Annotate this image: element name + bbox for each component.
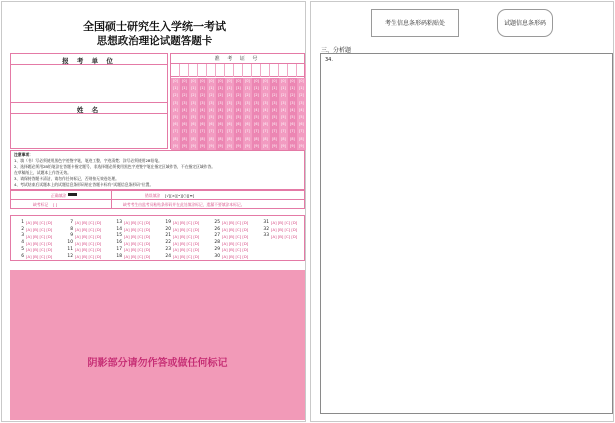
ticket-digit-bubble[interactable]: [0] xyxy=(234,78,242,85)
notes-heading: 注意事项： xyxy=(14,152,33,157)
ticket-digit-bubble[interactable]: [6] xyxy=(180,121,188,128)
name-write-area[interactable] xyxy=(11,114,167,150)
ticket-digit-bubble[interactable]: [3] xyxy=(234,100,242,107)
question-options[interactable]: [A] [B] [C] [D] xyxy=(173,240,200,246)
exam-title: 全国硕士研究生入学统一考试 xyxy=(83,20,226,33)
name-label-row xyxy=(11,103,167,114)
ticket-digit-bubble[interactable]: [4] xyxy=(243,107,251,114)
ticket-digit-write-cell[interactable] xyxy=(189,64,198,77)
ticket-digit-bubble[interactable]: [1] xyxy=(297,85,305,92)
question-number: 6 xyxy=(21,253,24,259)
ticket-digit-bubble[interactable]: [2] xyxy=(225,92,233,99)
ticket-digit-bubble[interactable]: [6] xyxy=(189,121,197,128)
ticket-digit-bubble[interactable]: [9] xyxy=(216,143,224,150)
ticket-digit-bubble[interactable]: [3] xyxy=(261,100,269,107)
ticket-digit-bubble[interactable]: [7] xyxy=(180,128,188,135)
ticket-digit-bubble[interactable]: [0] xyxy=(189,78,197,85)
ticket-digit-bubble[interactable]: [9] xyxy=(189,143,197,150)
ticket-digit-bubble[interactable]: [0] xyxy=(243,78,251,85)
ticket-digit-bubble[interactable]: [6] xyxy=(225,121,233,128)
question-options[interactable]: [A] [B] [C] [D] xyxy=(26,240,53,246)
ticket-digit-bubble[interactable]: [1] xyxy=(279,85,287,92)
answer-sheet-right-page xyxy=(310,1,614,422)
correct-fill-sample xyxy=(68,193,77,196)
org-label-row xyxy=(11,54,167,65)
question-number: 16 xyxy=(116,240,122,246)
question-number: 12 xyxy=(67,253,73,259)
ticket-digit-bubble[interactable]: [8] xyxy=(279,136,287,143)
ticket-digit-bubble[interactable]: [9] xyxy=(288,143,296,150)
ticket-digit-bubble[interactable]: [7] xyxy=(189,128,197,135)
ticket-digit-bubble[interactable]: [1] xyxy=(270,85,278,92)
ticket-digit-bubble[interactable]: [8] xyxy=(189,136,197,143)
ticket-digit-bubble[interactable]: [5] xyxy=(225,114,233,121)
ticket-digit-bubble[interactable]: [4] xyxy=(288,107,296,114)
ticket-digit-bubble[interactable]: [4] xyxy=(297,107,305,114)
absent-mark-label: 缺考标记 xyxy=(33,202,49,207)
ticket-digit-write-cell[interactable] xyxy=(207,64,216,77)
ticket-digit-bubble[interactable]: [7] xyxy=(288,128,296,135)
ticket-digit-bubble[interactable]: [7] xyxy=(270,128,278,135)
ticket-digit-bubble[interactable]: [0] xyxy=(279,78,287,85)
ticket-digit-bubble[interactable]: [9] xyxy=(225,143,233,150)
question-options[interactable]: [A] [B] [C] [D] xyxy=(271,220,298,226)
ticket-digit-bubble[interactable]: [2] xyxy=(243,92,251,99)
ticket-digit-bubble[interactable]: [2] xyxy=(189,92,197,99)
question-options[interactable]: [A] [B] [C] [D] xyxy=(222,253,249,259)
candidate-info-box xyxy=(10,53,168,149)
ticket-digit-bubble[interactable]: [7] xyxy=(216,128,224,135)
question-options[interactable]: [A] [B] [C] [D] xyxy=(173,253,200,259)
ticket-digit-bubble[interactable]: [5] xyxy=(198,114,206,121)
ticket-digit-bubble[interactable]: [3] xyxy=(198,100,206,107)
question-number-label: 34. xyxy=(325,57,333,63)
ticket-digit-bubble[interactable]: [5] xyxy=(234,114,242,121)
ticket-digit-bubble[interactable]: [7] xyxy=(198,128,206,135)
ticket-digit-bubble[interactable]: [3] xyxy=(297,100,305,107)
ticket-digit-write-cell[interactable] xyxy=(216,64,225,77)
question-options[interactable]: [A] [B] [C] [D] xyxy=(26,227,53,233)
question-number: 14 xyxy=(116,226,122,232)
note-line: 3、请保持答题卡清洁，请勿作任何标记，否则按无效卷处理。 xyxy=(14,176,119,181)
ticket-digit-bubble[interactable]: [6] xyxy=(207,121,215,128)
shaded-no-write-area xyxy=(10,270,305,420)
question-number: 33 xyxy=(263,233,269,239)
absent-mark-note: 缺考考生由监考员粘贴条形码并在此处填涂标记，遗漏不要填涂本标记。 xyxy=(123,202,245,207)
ticket-digit-bubble[interactable]: [4] xyxy=(189,107,197,114)
ticket-digit-bubble[interactable]: [0] xyxy=(207,78,215,85)
ticket-digit-bubble[interactable]: [8] xyxy=(288,136,296,143)
ticket-digit-bubble[interactable]: [5] xyxy=(180,114,188,121)
question-number: 1 xyxy=(21,220,24,225)
question-number: 7 xyxy=(70,220,73,225)
ticket-digit-bubble[interactable]: [1] xyxy=(207,85,215,92)
question-number: 15 xyxy=(116,233,122,239)
ticket-digit-write-cell[interactable] xyxy=(288,64,297,77)
ticket-digit-bubble[interactable]: [3] xyxy=(180,100,188,107)
answer-sheet-left-page xyxy=(1,1,306,422)
ticket-digit-bubble[interactable]: [4] xyxy=(180,107,188,114)
ticket-digit-bubble[interactable]: [8] xyxy=(297,136,305,143)
question-number: 31 xyxy=(263,220,269,225)
ticket-digit-bubble[interactable]: [8] xyxy=(198,136,206,143)
ticket-digit-bubble[interactable]: [9] xyxy=(171,143,179,150)
question-number: 4 xyxy=(21,240,24,246)
ticket-digit-bubble[interactable]: [6] xyxy=(171,121,179,128)
question-number: 24 xyxy=(165,253,171,259)
question-options[interactable]: [A] [B] [C] [D] xyxy=(124,247,151,253)
ticket-digit-bubble[interactable]: [9] xyxy=(261,143,269,150)
question-options[interactable]: [A] [B] [C] [D] xyxy=(124,220,151,226)
ticket-digit-bubble[interactable]: [8] xyxy=(243,136,251,143)
question-options[interactable]: [A] [B] [C] [D] xyxy=(222,220,249,226)
ticket-digit-bubble[interactable]: [4] xyxy=(279,107,287,114)
ticket-digit-bubble[interactable]: [1] xyxy=(198,85,206,92)
ticket-digit-bubble[interactable]: [9] xyxy=(180,143,188,150)
ticket-digit-bubble[interactable]: [0] xyxy=(225,78,233,85)
ticket-number-label: 准 考 证 号 xyxy=(171,54,304,64)
ticket-digit-bubble[interactable]: [2] xyxy=(261,92,269,99)
ticket-digit-bubble[interactable]: [6] xyxy=(252,121,260,128)
ticket-digit-bubble[interactable]: [0] xyxy=(216,78,224,85)
ticket-digit-bubble[interactable]: [3] xyxy=(279,100,287,107)
question-options[interactable]: [A] [B] [C] [D] xyxy=(26,233,53,239)
ticket-digit-bubble[interactable]: [3] xyxy=(171,100,179,107)
fill-example-bar xyxy=(10,190,305,209)
section-title: 三、分析题 xyxy=(321,47,352,54)
ticket-digit-write-cell[interactable] xyxy=(243,64,252,77)
ticket-digit-bubble[interactable]: [9] xyxy=(207,143,215,150)
ticket-digit-bubble[interactable]: [7] xyxy=(207,128,215,135)
ticket-digit-write-cell[interactable] xyxy=(198,64,207,77)
ticket-digit-bubble[interactable]: [9] xyxy=(279,143,287,150)
ticket-digit-bubble[interactable]: [2] xyxy=(252,92,260,99)
ticket-digit-bubble[interactable]: [7] xyxy=(297,128,305,135)
question-number: 20 xyxy=(165,226,171,232)
note-line: 1、填（书）写必须使用黑色字迹签字笔，笔迹工整，字迹清楚；涂写必须使用2B铅笔。 xyxy=(14,158,162,163)
question-number: 23 xyxy=(165,246,171,252)
ticket-digit-bubble[interactable]: [1] xyxy=(171,85,179,92)
ticket-digit-bubble[interactable]: [6] xyxy=(279,121,287,128)
ticket-digit-bubble[interactable]: [0] xyxy=(261,78,269,85)
question-options[interactable]: [A] [B] [C] [D] xyxy=(75,247,102,253)
ticket-digit-bubble[interactable]: [8] xyxy=(171,136,179,143)
ticket-digit-bubble[interactable]: [4] xyxy=(225,107,233,114)
ticket-digit-bubble[interactable]: [6] xyxy=(297,121,305,128)
question-number: 21 xyxy=(165,233,171,239)
wrong-fill-label: 错误填涂 xyxy=(145,193,161,198)
ticket-digit-bubble[interactable]: [6] xyxy=(261,121,269,128)
ticket-digit-bubble[interactable]: [6] xyxy=(270,121,278,128)
ticket-digit-bubble[interactable]: [6] xyxy=(234,121,242,128)
question-number: 3 xyxy=(21,233,24,239)
question-options[interactable]: [A] [B] [C] [D] xyxy=(173,233,200,239)
question-options[interactable]: [A] [B] [C] [D] xyxy=(124,240,151,246)
question-options[interactable]: [A] [B] [C] [D] xyxy=(124,253,151,259)
exam-subtitle: 思想政治理论试题答题卡 xyxy=(96,35,213,47)
ticket-digit-bubble[interactable]: [7] xyxy=(279,128,287,135)
ticket-digit-bubble[interactable]: [7] xyxy=(171,128,179,135)
question-number: 8 xyxy=(70,226,73,232)
ticket-digit-bubble[interactable]: [7] xyxy=(234,128,242,135)
ticket-digit-bubble[interactable]: [5] xyxy=(216,114,224,121)
question-options[interactable]: [A] [B] [C] [D] xyxy=(75,240,102,246)
correct-fill-label: 正确填涂 xyxy=(51,193,67,198)
ticket-digit-bubble[interactable]: [8] xyxy=(252,136,260,143)
ticket-digit-bubble[interactable]: [3] xyxy=(189,100,197,107)
question-number: 11 xyxy=(67,246,73,252)
question-options[interactable]: [A] [B] [C] [D] xyxy=(271,233,298,239)
question-options[interactable]: [A] [B] [C] [D] xyxy=(75,233,102,239)
ticket-digit-bubble[interactable]: [5] xyxy=(171,114,179,121)
ticket-digit-bubble[interactable]: [0] xyxy=(171,78,179,85)
ticket-digit-bubble[interactable]: [4] xyxy=(171,107,179,114)
question-number: 29 xyxy=(214,246,220,252)
ticket-digit-write-cell[interactable] xyxy=(180,64,189,77)
ticket-digit-bubble[interactable]: [3] xyxy=(288,100,296,107)
ticket-digit-bubble[interactable]: [4] xyxy=(198,107,206,114)
question-options[interactable]: [A] [B] [C] [D] xyxy=(26,247,53,253)
ticket-digit-bubble[interactable]: [9] xyxy=(243,143,251,150)
question-options[interactable]: [A] [B] [C] [D] xyxy=(75,227,102,233)
ticket-digit-bubble[interactable]: [2] xyxy=(270,92,278,99)
ticket-digit-bubble[interactable]: [2] xyxy=(234,92,242,99)
ticket-digit-bubble[interactable]: [3] xyxy=(252,100,260,107)
answer-writing-box[interactable] xyxy=(320,53,613,414)
ticket-digit-write-cell[interactable] xyxy=(234,64,243,77)
question-options[interactable]: [A] [B] [C] [D] xyxy=(222,227,249,233)
shade-warning-text: 阴影部分请勿作答或做任何标记 xyxy=(87,358,228,369)
question-number: 2 xyxy=(21,226,24,232)
ticket-digit-bubble[interactable]: [8] xyxy=(234,136,242,143)
question-options[interactable]: [A] [B] [C] [D] xyxy=(173,247,200,253)
question-number: 26 xyxy=(214,226,220,232)
ticket-digit-bubble[interactable]: [1] xyxy=(225,85,233,92)
ticket-digit-bubble[interactable]: [1] xyxy=(243,85,251,92)
ticket-digit-bubble[interactable]: [1] xyxy=(216,85,224,92)
ticket-digit-bubble[interactable]: [9] xyxy=(234,143,242,150)
question-options[interactable]: [A] [B] [C] [D] xyxy=(222,240,249,246)
note-line: 2、选择题必须用2B铅笔涂在答题卡指定题号，非选择题必须使用黑色字迹签字笔在指定区域作答，不在指定区域作答。 xyxy=(14,164,216,169)
ticket-digit-bubble[interactable]: [9] xyxy=(198,143,206,150)
question-number: 22 xyxy=(165,240,171,246)
question-options[interactable]: [A] [B] [C] [D] xyxy=(173,220,200,226)
ticket-digit-bubble[interactable]: [8] xyxy=(225,136,233,143)
ticket-digit-write-cell[interactable] xyxy=(225,64,234,77)
ticket-digit-bubble[interactable]: [2] xyxy=(207,92,215,99)
ticket-digit-bubble[interactable]: [4] xyxy=(270,107,278,114)
ticket-digit-bubble[interactable]: [3] xyxy=(225,100,233,107)
question-options[interactable]: [A] [B] [C] [D] xyxy=(124,227,151,233)
ticket-digit-bubble[interactable]: [5] xyxy=(189,114,197,121)
ticket-digit-bubble[interactable]: [3] xyxy=(243,100,251,107)
org-write-area[interactable] xyxy=(11,65,167,103)
ticket-digit-bubble[interactable]: [1] xyxy=(252,85,260,92)
question-options[interactable]: [A] [B] [C] [D] xyxy=(124,233,151,239)
ticket-digit-bubble[interactable]: [5] xyxy=(279,114,287,121)
ticket-digit-bubble[interactable]: [1] xyxy=(180,85,188,92)
question-number: 10 xyxy=(67,240,73,246)
note-line: 在草稿纸上，试题本上作答无效。 xyxy=(14,170,71,175)
ticket-digit-bubble[interactable]: [2] xyxy=(216,92,224,99)
ticket-digit-bubble[interactable]: [6] xyxy=(243,121,251,128)
ticket-digit-write-cell[interactable] xyxy=(261,64,270,77)
ticket-digit-bubble[interactable]: [6] xyxy=(198,121,206,128)
multiple-choice-area xyxy=(10,215,305,261)
ticket-digit-bubble[interactable]: [5] xyxy=(252,114,260,121)
question-options[interactable]: [A] [B] [C] [D] xyxy=(271,227,298,233)
ticket-number-write-cells[interactable] xyxy=(171,64,304,77)
question-number: 17 xyxy=(116,246,122,252)
ticket-digit-bubble[interactable]: [1] xyxy=(261,85,269,92)
ticket-digit-bubble[interactable]: [5] xyxy=(207,114,215,121)
question-options[interactable]: [A] [B] [C] [D] xyxy=(173,227,200,233)
ticket-digit-bubble[interactable]: [1] xyxy=(189,85,197,92)
ticket-digit-bubble[interactable]: [9] xyxy=(252,143,260,150)
ticket-digit-bubble[interactable]: [0] xyxy=(180,78,188,85)
exam-barcode-area[interactable]: 试题信息条形码 xyxy=(497,9,553,37)
question-number: 13 xyxy=(116,220,122,225)
ticket-digit-bubble[interactable]: [2] xyxy=(279,92,287,99)
question-options[interactable]: [A] [B] [C] [D] xyxy=(75,220,102,226)
ticket-number-box xyxy=(170,53,305,149)
ticket-digit-bubble[interactable]: [5] xyxy=(297,114,305,121)
question-number: 9 xyxy=(70,233,73,239)
ticket-digit-bubble[interactable]: [7] xyxy=(243,128,251,135)
ticket-digit-bubble[interactable]: [7] xyxy=(225,128,233,135)
ticket-digit-bubble[interactable]: [7] xyxy=(261,128,269,135)
ticket-digit-bubble[interactable]: [0] xyxy=(297,78,305,85)
question-number: 27 xyxy=(214,233,220,239)
ticket-digit-bubble[interactable]: [9] xyxy=(270,143,278,150)
ticket-digit-bubble[interactable]: [3] xyxy=(270,100,278,107)
ticket-digit-bubble[interactable]: [0] xyxy=(198,78,206,85)
org-label: 报 考 单 位 xyxy=(62,57,116,65)
ticket-digit-write-cell[interactable] xyxy=(171,64,180,77)
ticket-digit-bubble[interactable]: [8] xyxy=(180,136,188,143)
ticket-digit-bubble[interactable]: [5] xyxy=(243,114,251,121)
ticket-digit-bubble[interactable]: [6] xyxy=(288,121,296,128)
ticket-digit-bubble[interactable]: [2] xyxy=(171,92,179,99)
question-number: 25 xyxy=(214,220,220,225)
ticket-digit-bubble[interactable]: [2] xyxy=(297,92,305,99)
question-options[interactable]: [A] [B] [C] [D] xyxy=(26,253,53,259)
ticket-digit-bubble[interactable]: [6] xyxy=(216,121,224,128)
name-label: 姓 名 xyxy=(76,106,102,114)
ticket-digit-bubble[interactable]: [3] xyxy=(207,100,215,107)
ticket-digit-write-cell[interactable] xyxy=(297,64,306,77)
ticket-digit-write-cell[interactable] xyxy=(252,64,261,77)
ticket-digit-bubble[interactable]: [5] xyxy=(261,114,269,121)
question-number: 5 xyxy=(21,246,24,252)
notes-box xyxy=(10,150,305,190)
question-number: 28 xyxy=(214,240,220,246)
ticket-digit-bubble[interactable]: [8] xyxy=(270,136,278,143)
ticket-digit-bubble[interactable]: [9] xyxy=(297,143,305,150)
question-number: 32 xyxy=(263,226,269,232)
ticket-digit-bubble[interactable]: [3] xyxy=(216,100,224,107)
ticket-digit-bubble[interactable]: [8] xyxy=(207,136,215,143)
ticket-digit-bubble[interactable]: [8] xyxy=(216,136,224,143)
ticket-digit-bubble[interactable]: [8] xyxy=(261,136,269,143)
ticket-digit-bubble[interactable]: [1] xyxy=(288,85,296,92)
ticket-digit-bubble[interactable]: [7] xyxy=(252,128,260,135)
question-number: 18 xyxy=(116,253,122,259)
question-number: 30 xyxy=(214,253,220,259)
ticket-digit-bubble[interactable]: [4] xyxy=(252,107,260,114)
ticket-digit-bubble[interactable]: [2] xyxy=(180,92,188,99)
ticket-digit-bubble[interactable]: [4] xyxy=(261,107,269,114)
wrong-fill-samples: [√][×][•][○][≡] xyxy=(165,193,195,198)
question-options[interactable]: [A] [B] [C] [D] xyxy=(26,220,53,226)
ticket-digit-bubble[interactable]: [1] xyxy=(234,85,242,92)
ticket-digit-bubble[interactable]: [0] xyxy=(288,78,296,85)
ticket-digit-bubble[interactable]: [0] xyxy=(252,78,260,85)
note-line: 4、考试结束后试题本上的试题信息条形码贴在答题卡标有“试题信息条形码”位置。 xyxy=(14,182,154,187)
question-options[interactable]: [A] [B] [C] [D] xyxy=(75,253,102,259)
question-options[interactable]: [A] [B] [C] [D] xyxy=(222,247,249,253)
ticket-digit-bubble[interactable]: [2] xyxy=(198,92,206,99)
ticket-digit-bubble[interactable]: [4] xyxy=(234,107,242,114)
ticket-digit-bubble[interactable]: [5] xyxy=(288,114,296,121)
ticket-digit-write-cell[interactable] xyxy=(270,64,279,77)
ticket-digit-bubble[interactable]: [4] xyxy=(207,107,215,114)
candidate-barcode-paste-area[interactable]: 考生信息条形码粘贴处 xyxy=(371,9,459,37)
ticket-digit-bubble[interactable]: [5] xyxy=(270,114,278,121)
ticket-digit-bubble[interactable]: [4] xyxy=(216,107,224,114)
ticket-digit-bubble[interactable]: [0] xyxy=(270,78,278,85)
question-options[interactable]: [A] [B] [C] [D] xyxy=(222,233,249,239)
ticket-digit-write-cell[interactable] xyxy=(279,64,288,77)
absent-mark-box[interactable]: [ ] xyxy=(53,202,58,207)
ticket-digit-bubble[interactable]: [2] xyxy=(288,92,296,99)
question-number: 19 xyxy=(165,220,171,225)
